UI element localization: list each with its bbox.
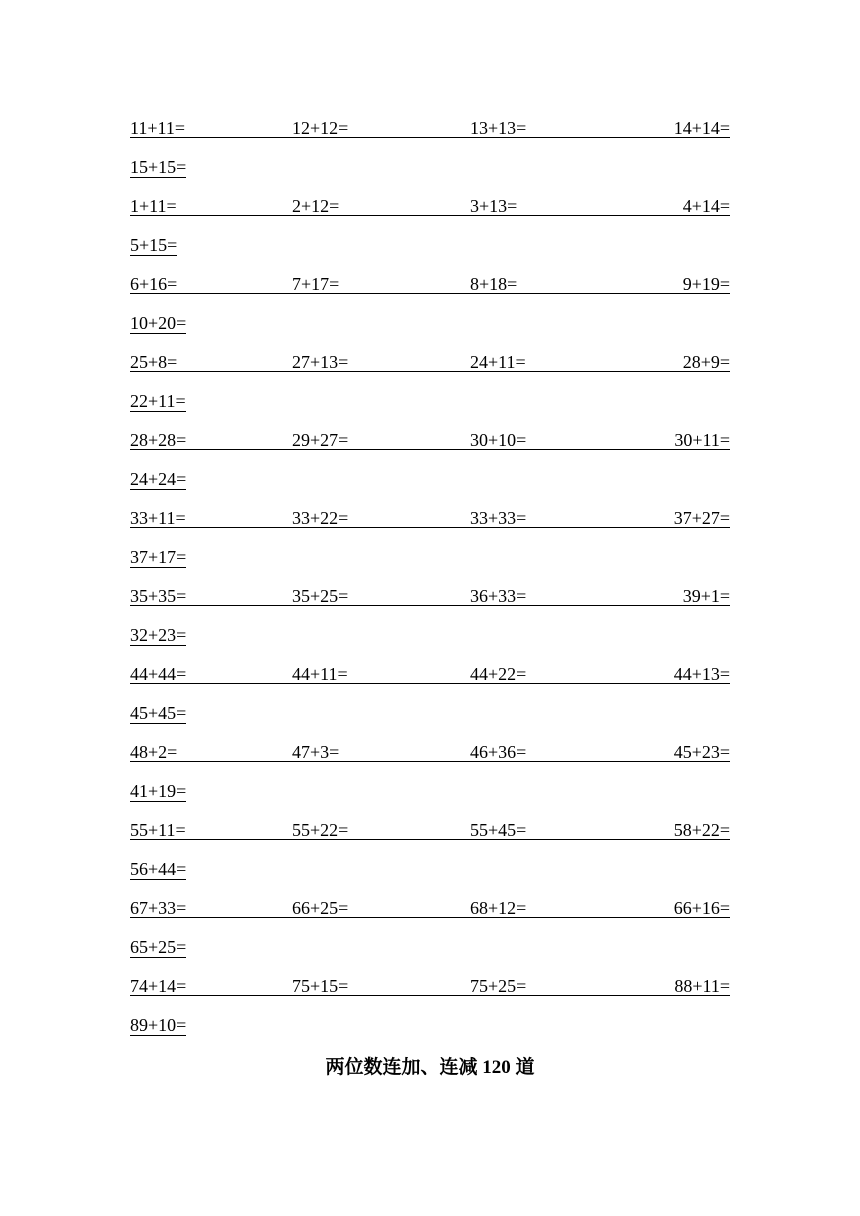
problem-text: 35+25= (292, 586, 349, 606)
problem-line (130, 739, 730, 778)
problem-text: 45+45= (130, 703, 187, 723)
problem-line (130, 154, 730, 193)
problem-text: 41+19= (130, 781, 187, 801)
answer-underline (130, 293, 730, 294)
problem-text: 88+11= (674, 976, 730, 996)
problem-text: 28+28= (130, 430, 187, 450)
problem-text: 89+10= (130, 1015, 187, 1035)
problem-line (130, 856, 730, 895)
problem-line (130, 622, 730, 661)
problem-text: 30+11= (674, 430, 730, 450)
problem-text: 25+8= (130, 352, 178, 372)
problem-text: 8+18= (470, 274, 518, 294)
problem-text: 29+27= (292, 430, 349, 450)
problem-text: 10+20= (130, 313, 187, 333)
problem-text: 28+9= (682, 352, 730, 372)
problem-text: 14+14= (673, 118, 730, 138)
answer-underline (130, 839, 730, 840)
problem-text: 5+15= (130, 235, 178, 255)
answer-underline (130, 995, 730, 996)
problem-text: 12+12= (292, 118, 349, 138)
problem-text: 1+11= (130, 196, 177, 216)
answer-underline (130, 137, 730, 138)
problem-text: 55+45= (470, 820, 527, 840)
problem-line (130, 271, 730, 310)
problem-line (130, 778, 730, 817)
problem-line (130, 232, 730, 271)
problem-line (130, 466, 730, 505)
problem-text: 9+19= (682, 274, 730, 294)
problem-text: 44+13= (673, 664, 730, 684)
problem-text: 33+22= (292, 508, 349, 528)
problem-line (130, 544, 730, 583)
problem-line (130, 115, 730, 154)
problem-text: 56+44= (130, 859, 187, 879)
problem-text: 11+11= (130, 118, 185, 138)
answer-underline (130, 527, 730, 528)
problem-text: 7+17= (292, 274, 340, 294)
problem-text: 37+27= (673, 508, 730, 528)
answer-underline (130, 917, 730, 918)
problem-line (130, 700, 730, 739)
problem-text: 3+13= (470, 196, 518, 216)
problem-text: 55+11= (130, 820, 186, 840)
problem-line (130, 388, 730, 427)
problem-text: 30+10= (470, 430, 527, 450)
problem-text: 68+12= (470, 898, 527, 918)
problem-text: 24+11= (470, 352, 526, 372)
problem-text: 46+36= (470, 742, 527, 762)
answer-underline (130, 761, 730, 762)
problem-text: 37+17= (130, 547, 187, 567)
problem-line (130, 895, 730, 934)
problem-text: 75+25= (470, 976, 527, 996)
problem-text: 55+22= (292, 820, 349, 840)
problem-text: 36+33= (470, 586, 527, 606)
problem-text: 66+16= (673, 898, 730, 918)
problem-text: 22+11= (130, 391, 186, 411)
problem-line (130, 583, 730, 622)
problem-line (130, 973, 730, 1012)
problem-text: 13+13= (470, 118, 527, 138)
problem-text: 39+1= (682, 586, 730, 606)
problem-text: 44+22= (470, 664, 527, 684)
problem-line (130, 505, 730, 544)
problem-text: 66+25= (292, 898, 349, 918)
problem-text: 33+11= (130, 508, 186, 528)
problem-text: 33+33= (470, 508, 527, 528)
problem-line (130, 427, 730, 466)
problem-text: 27+13= (292, 352, 349, 372)
problem-line (130, 349, 730, 388)
problem-rows (130, 115, 730, 1051)
section-title: 两位数连加、连减 120 道 (325, 1057, 535, 1078)
answer-underline (130, 683, 730, 684)
problem-text: 45+23= (673, 742, 730, 762)
problem-text: 44+44= (130, 664, 187, 684)
problem-text: 2+12= (292, 196, 340, 216)
problem-text: 48+2= (130, 742, 178, 762)
problem-text: 4+14= (682, 196, 730, 216)
answer-underline (130, 371, 730, 372)
problem-line (130, 193, 730, 232)
problem-text: 35+35= (130, 586, 187, 606)
problem-text: 58+22= (673, 820, 730, 840)
problem-text: 65+25= (130, 937, 187, 957)
problem-line (130, 934, 730, 973)
problem-line (130, 1012, 730, 1051)
answer-underline (130, 605, 730, 606)
problem-text: 6+16= (130, 274, 178, 294)
problem-text: 47+3= (292, 742, 340, 762)
problem-text: 44+11= (292, 664, 348, 684)
problem-text: 32+23= (130, 625, 187, 645)
answer-underline (130, 449, 730, 450)
problem-text: 67+33= (130, 898, 187, 918)
problem-line (130, 661, 730, 700)
answer-underline (130, 215, 730, 216)
problem-line (130, 310, 730, 349)
problem-text: 15+15= (130, 157, 187, 177)
problem-text: 24+24= (130, 469, 187, 489)
problem-line (130, 817, 730, 856)
problem-text: 75+15= (292, 976, 349, 996)
problem-text: 74+14= (130, 976, 187, 996)
